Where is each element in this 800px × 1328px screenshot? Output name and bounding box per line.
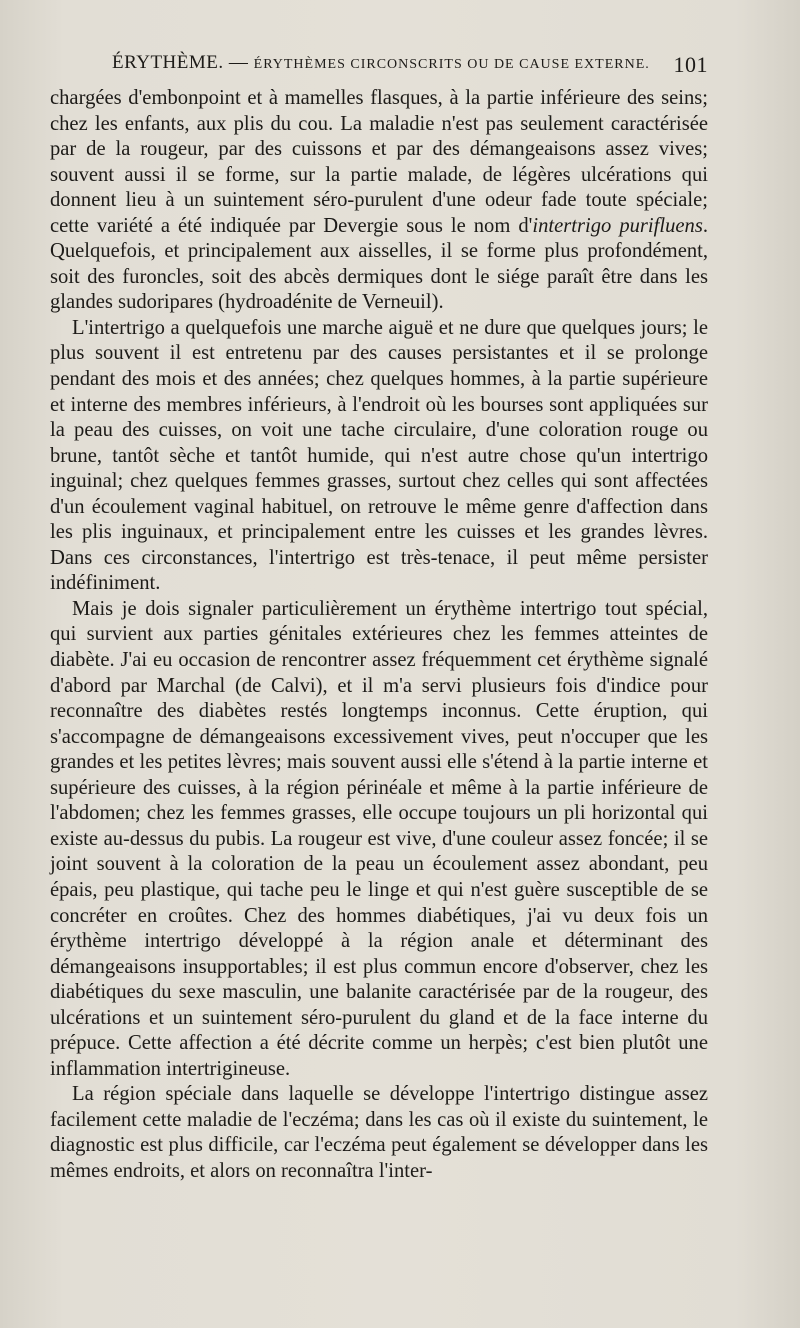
header-title-main: ÉRYTHÈME. xyxy=(112,52,224,73)
paragraph-4: La région spéciale dans laquelle se développe l'intertrigo distingue assez facilement cette maladie de l'eczéma; dans les cas où il existe du suintement, le diagnostic est plus difficile, car l'eczéma peut également se développer dans les mêmes endroits, et alors on reconnaîtra l'inter- xyxy=(50,1083,708,1182)
paragraph-3: Mais je dois signaler particulièrement un érythème intertrigo tout spécial, qui survient aux parties génitales extérieures chez les femmes atteintes de diabète. J'ai eu occasion de rencontrer assez fréquemment cet érythème signalé d'abord par Marchal (de Calvi), et il m'a servi plusieurs fois d'indice pour reconnaître des diabètes restés longtemps inconnus. Cette éruption, qui s'accompagne de démangeaisons excessivement vives, peut n'occuper que les grandes et les petites lèvres; mais souvent aussi elle s'étend à la partie interne et supérieure des cuisses, à la région périnéale et même à la partie inférieure de l'abdomen; chez les femmes grasses, elle occupe toujours un pli horizontal qui existe au-dessus du pubis. La rougeur est vive, d'une couleur assez foncée; il se joint souvent à la coloration de la peau un écoulement assez abondant, peu épais, peu plastique, qui tache peu le linge et qui n'est guère susceptible de se concréter en croûtes. Chez des hommes diabétiques, j'ai vu deux fois un érythème intertrigo développé à la région anale et déterminant des démangeaisons insupportables; il est plus commun encore d'observer, chez les diabétiques du sexe masculin, une balanite caractérisée par de la rougeur, des ulcérations et un suintement séro-purulent du gland et de la face interne du prépuce. Cette affection a été décrite comme un herpès; c'est bien plutôt une inflammation intertrigineuse. xyxy=(50,597,708,1080)
paragraph-1-italic-term: intertrigo purifluens xyxy=(532,214,703,237)
paragraph-2: L'intertrigo a quelquefois une marche aiguë et ne dure que quelques jours; le plus souvent il est entretenu par des causes persistantes et il se prolonge pendant des mois et des années; chez quelques hommes, à la partie supérieure et interne des membres inférieurs, à l'endroit où les bourses sont appliquées sur la peau des cuisses, on voit une tache circulaire, d'une coloration rouge ou brune, tantôt sèche et tantôt humide, qui n'est autre chose qu'un intertrigo inguinal; chez quelques femmes grasses, surtout chez celles qui sont affectées d'un écoulement vaginal habituel, on retrouve le même genre d'affection dans les plis inguinaux, et principalement entre les cuisses et les grandes lèvres. Dans ces circonstances, l'intertrigo est très-tenace, il peut même persister indéfiniment. xyxy=(50,316,708,595)
paragraph-1-text-a: chargées d'embonpoint et à mamelles flasques, à la partie inférieure des seins; chez les enfants, aux plis du cou. La maladie n'est pas seulement caractérisée par de la rougeur, par des cuissons et par des démangeaisons assez vives; souvent aussi il se forme, sur la partie malade, de légères ulcérations qui donnent lieu à un suintement séro-purulent d'une odeur fade toute spéciale; cette variété a été indiquée par Devergie sous le nom d' xyxy=(50,87,708,237)
running-header xyxy=(56,52,708,80)
header-title-sub: ÉRYTHÈMES CIRCONSCRITS OU DE CAUSE EXTERNE. xyxy=(253,57,650,72)
page-number: 101 xyxy=(673,52,708,77)
header-title-dash: — xyxy=(228,52,249,73)
body-text xyxy=(50,86,708,1185)
paragraph-1-text-b: . Quelquefois, et principalement aux aisselles, il se forme plus profondément, soit des furoncles, soit des abcès dermiques dont le siége paraît être dans les glandes sudoripares (hydroadénite de Verneuil). xyxy=(50,214,708,314)
paragraph-1 xyxy=(50,86,708,316)
running-title xyxy=(112,52,650,74)
